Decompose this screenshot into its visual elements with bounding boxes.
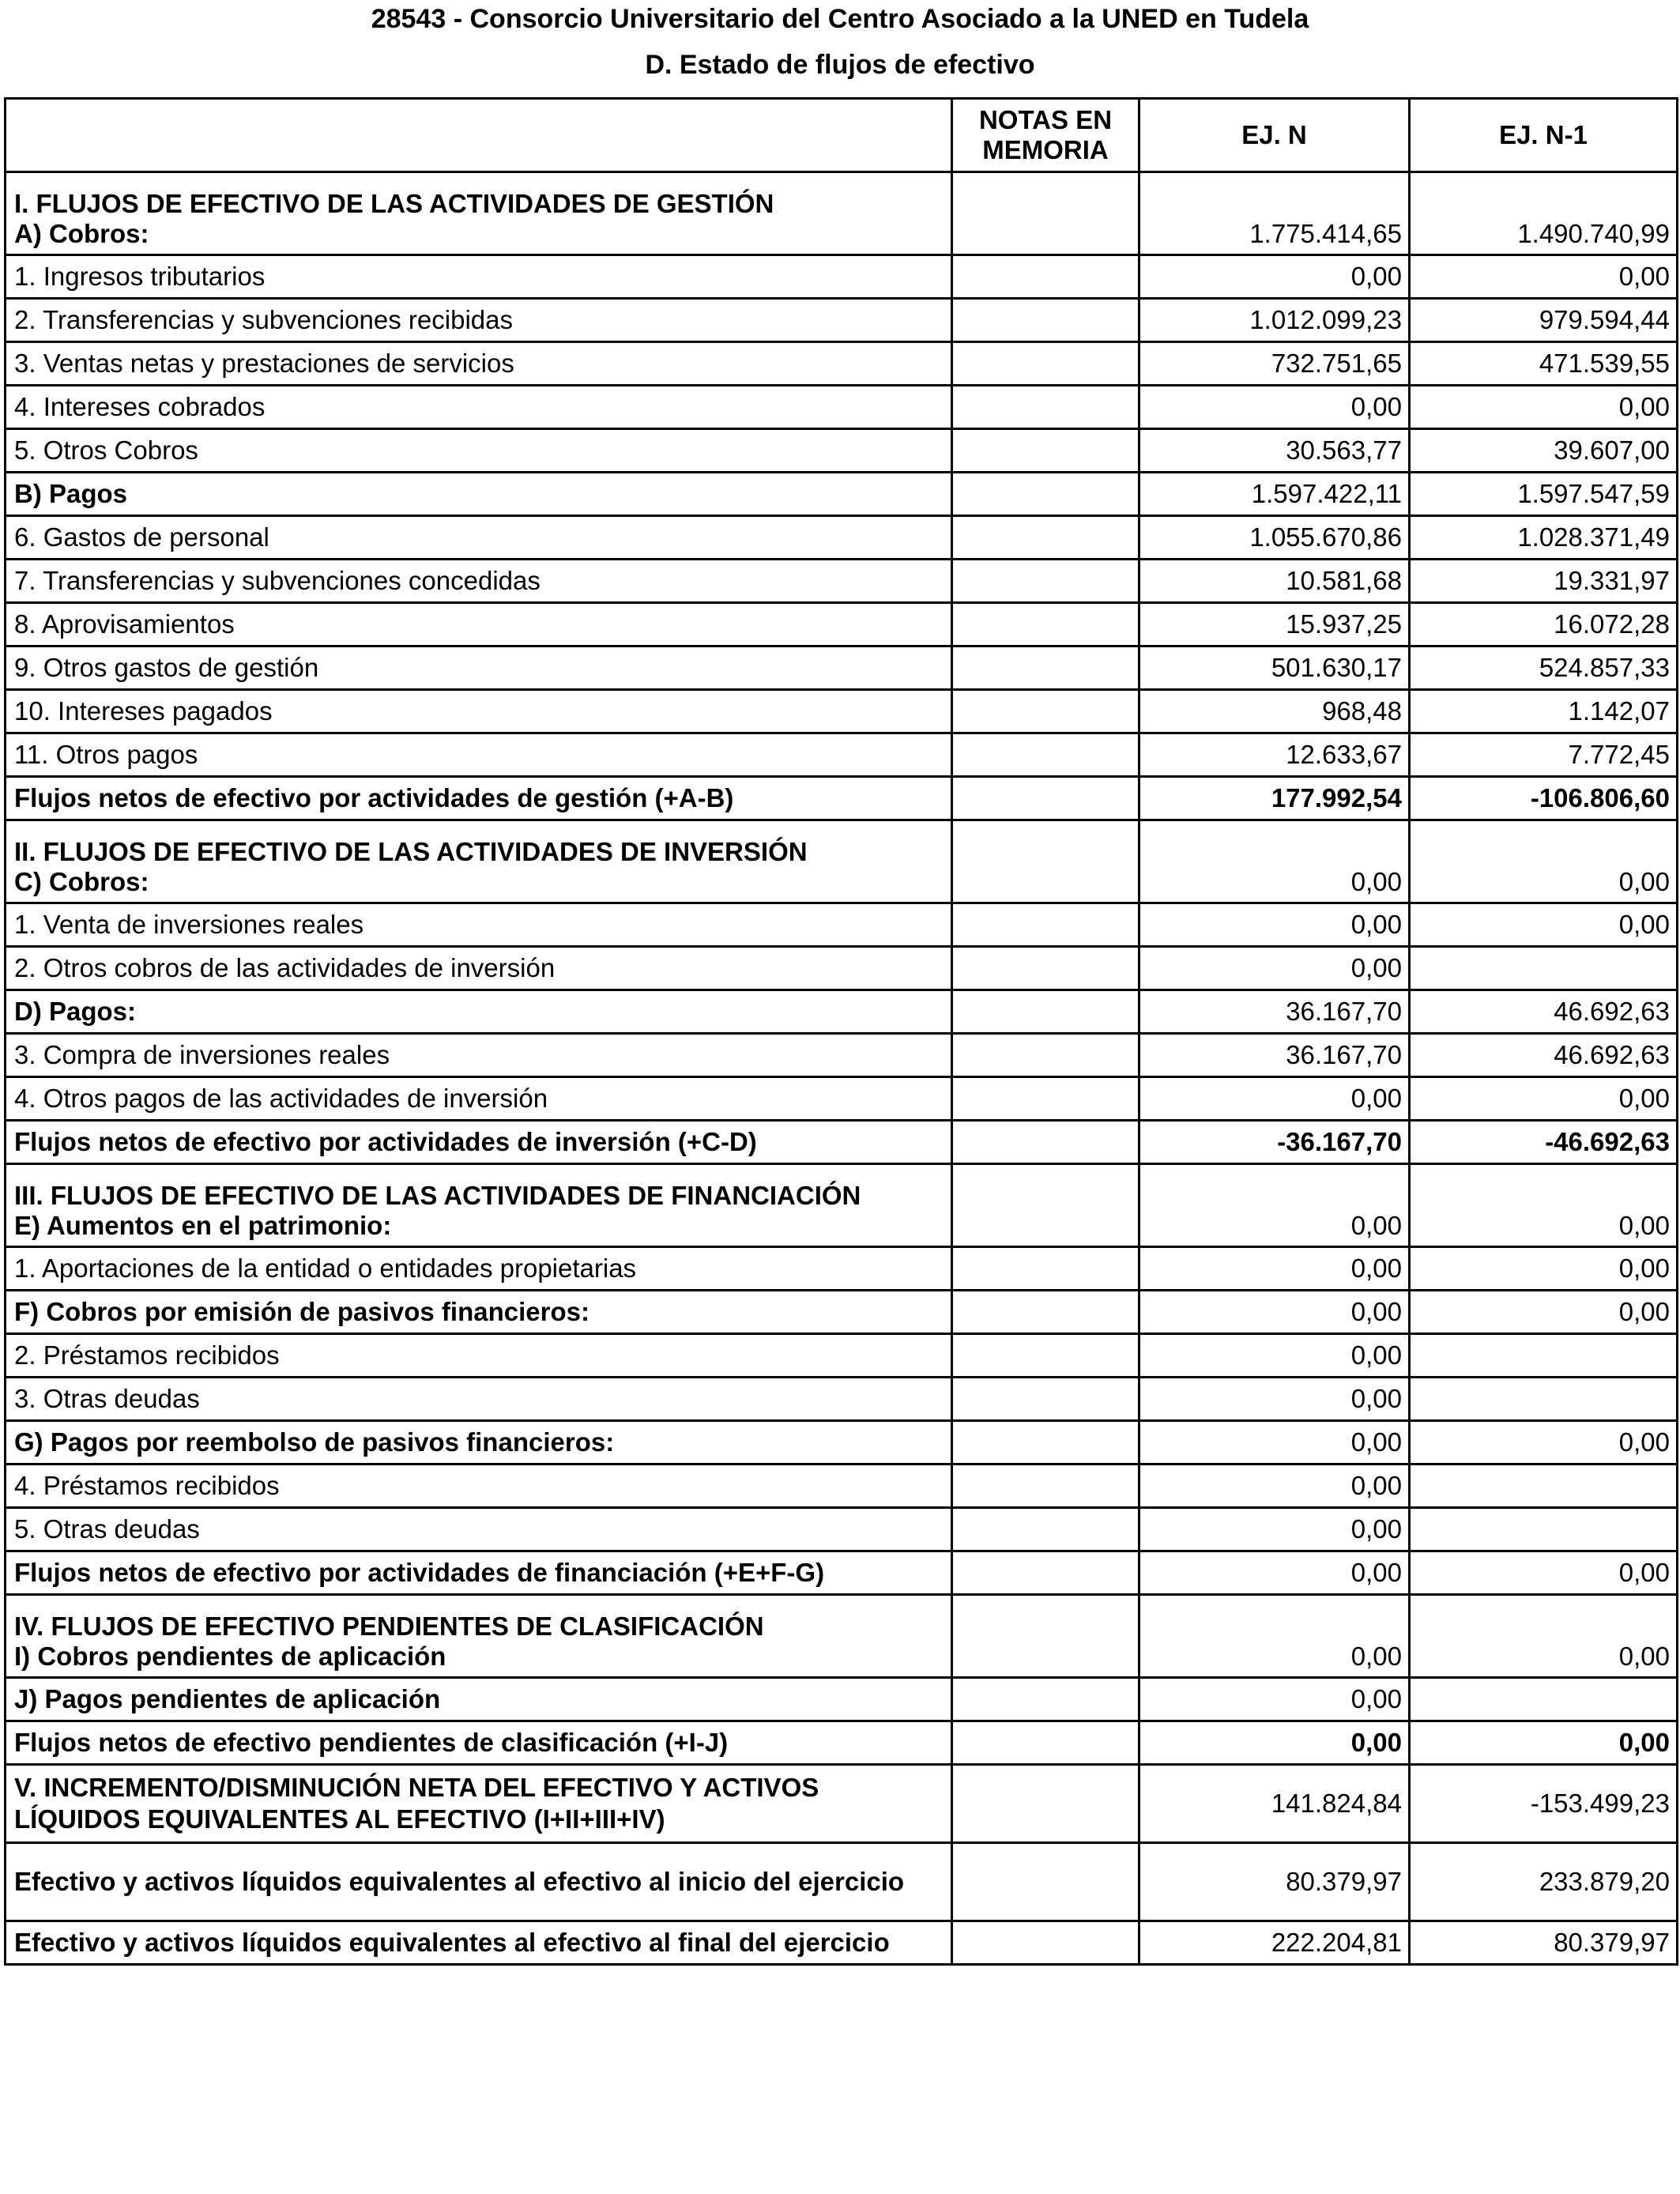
table-row [6,386,1678,429]
row-label-cell [6,172,952,255]
row-label: Efectivo y activos líquidos equivalentes al efectivo al inicio del ejercicio [14,1867,905,1896]
row-label: 9. Otros gastos de gestión [14,653,319,682]
current-year-value: 732.751,65 [1139,342,1410,386]
current-year-value: 141.824,84 [1139,1765,1410,1843]
previous-year-value: 233.879,20 [1410,1843,1678,1921]
current-year-value: 1.055.670,86 [1139,516,1410,560]
row-label: 5. Otras deudas [14,1514,200,1544]
row-label-cell [6,1247,952,1291]
table-row [6,299,1678,342]
notes-cell [952,1921,1139,1965]
previous-year-value [1410,1678,1678,1721]
notes-cell [952,1164,1139,1247]
current-year-value: 0,00 [1139,1334,1410,1378]
row-label: E) Aumentos en el patrimonio: [14,1211,392,1240]
row-label-cell [6,255,952,299]
notes-cell [952,172,1139,255]
row-label: D) Pagos: [14,997,137,1026]
previous-year-value: 0,00 [1410,1421,1678,1465]
row-label-cell [6,947,952,990]
row-label: 1. Aportaciones de la entidad o entidades propietarias [14,1253,637,1283]
previous-year-value: 80.379,97 [1410,1921,1678,1965]
row-label-cell [6,386,952,429]
table-row [6,1595,1678,1678]
current-year-value: 0,00 [1139,386,1410,429]
table-row [6,820,1678,903]
notes-cell [952,255,1139,299]
current-year-value: 222.204,81 [1139,1921,1410,1965]
row-label-cell [6,690,952,733]
row-label: 7. Transferencias y subvenciones concedidas [14,566,541,595]
current-year-value: 36.167,70 [1139,1034,1410,1077]
row-label: Flujos netos de efectivo por actividades de financiación (+E+F-G) [14,1558,825,1587]
previous-year-value: 0,00 [1410,903,1678,947]
current-year-value: 0,00 [1139,1077,1410,1121]
header-previous-year: EJ. N-1 [1410,99,1678,172]
table-row [6,990,1678,1034]
table-row [6,1421,1678,1465]
document-title: 28543 - Consorcio Universitario del Centro Asociado a la UNED en Tudela [371,4,1309,34]
row-label-cell [6,1077,952,1121]
section-heading: IV. FLUJOS DE EFECTIVO PENDIENTES DE CLASIFICACIÓN [14,1612,764,1641]
notes-cell [952,429,1139,473]
table-row [6,172,1678,255]
row-label-cell [6,1465,952,1508]
table-row [6,647,1678,690]
table-row [6,1721,1678,1765]
row-label: J) Pagos pendientes de aplicación [14,1684,441,1713]
row-label-cell [6,733,952,777]
row-label-cell [6,1378,952,1421]
row-label: C) Cobros: [14,867,149,896]
row-label-cell [6,1765,952,1843]
previous-year-value: 0,00 [1410,1551,1678,1595]
previous-year-value: 0,00 [1410,1077,1678,1121]
current-year-value: 0,00 [1139,255,1410,299]
notes-cell [952,1678,1139,1721]
previous-year-value: 979.594,44 [1410,299,1678,342]
row-label-cell [6,1721,952,1765]
row-label-cell [6,1508,952,1551]
row-label-cell [6,1291,952,1334]
header-current-year: EJ. N [1139,99,1410,172]
table-row [6,1678,1678,1721]
row-label: 3. Otras deudas [14,1384,200,1413]
row-label: 1. Ingresos tributarios [14,262,266,291]
current-year-value: 0,00 [1139,903,1410,947]
current-year-value: 1.012.099,23 [1139,299,1410,342]
table-row [6,1121,1678,1164]
row-label: Flujos netos de efectivo por actividades de inversión (+C-D) [14,1127,757,1156]
row-label-cell [6,1121,952,1164]
previous-year-value: 39.607,00 [1410,429,1678,473]
table-row [6,429,1678,473]
row-label: 4. Otros pagos de las actividades de inversión [14,1084,548,1113]
previous-year-value [1410,1508,1678,1551]
table-row [6,1334,1678,1378]
table-row [6,1921,1678,1965]
previous-year-value [1410,1465,1678,1508]
previous-year-value: -46.692,63 [1410,1121,1678,1164]
notes-cell [952,560,1139,603]
current-year-value: 0,00 [1139,1164,1410,1247]
current-year-value: 0,00 [1139,1721,1410,1765]
row-label: 2. Préstamos recibidos [14,1340,280,1370]
notes-cell [952,1721,1139,1765]
row-label: Flujos netos de efectivo pendientes de clasificación (+I-J) [14,1728,729,1757]
notes-cell [952,990,1139,1034]
row-label-cell [6,990,952,1034]
row-label-cell [6,516,952,560]
table-row [6,1291,1678,1334]
table-row [6,733,1678,777]
notes-cell [952,1077,1139,1121]
row-label: 10. Intereses pagados [14,696,273,726]
current-year-value: 0,00 [1139,1595,1410,1678]
row-label-cell [6,1678,952,1721]
current-year-value: -36.167,70 [1139,1121,1410,1164]
notes-cell [952,1595,1139,1678]
previous-year-value: 1.597.547,59 [1410,473,1678,516]
row-label: V. INCREMENTO/DISMINUCIÓN NETA DEL EFECTIVO Y ACTIVOS LÍQUIDOS EQUIVALENTES AL EFECTIVO (I+II+III+IV) [14,1773,819,1834]
notes-cell [952,1378,1139,1421]
current-year-value: 80.379,97 [1139,1843,1410,1921]
notes-cell [952,1765,1139,1843]
table-row [6,473,1678,516]
table-row [6,1465,1678,1508]
current-year-value: 0,00 [1139,820,1410,903]
current-year-value: 0,00 [1139,1247,1410,1291]
table-row [6,777,1678,820]
previous-year-value: 471.539,55 [1410,342,1678,386]
document-subtitle: D. Estado de flujos de efectivo [645,50,1035,80]
previous-year-value: 0,00 [1410,386,1678,429]
row-label: 6. Gastos de personal [14,522,269,552]
table-row [6,342,1678,386]
notes-cell [952,1334,1139,1378]
current-year-value: 0,00 [1139,1291,1410,1334]
table-row [6,603,1678,647]
notes-cell [952,647,1139,690]
table-row [6,1077,1678,1121]
row-label-cell [6,1551,952,1595]
notes-cell [952,777,1139,820]
notes-cell [952,299,1139,342]
notes-cell [952,1034,1139,1077]
row-label: Flujos netos de efectivo por actividades de gestión (+A-B) [14,783,734,812]
current-year-value: 0,00 [1139,1551,1410,1595]
notes-cell [952,1843,1139,1921]
row-label-cell [6,560,952,603]
row-label-cell [6,1034,952,1077]
row-label: 4. Préstamos recibidos [14,1471,280,1500]
row-label: 11. Otros pagos [14,740,198,769]
previous-year-value: 0,00 [1410,255,1678,299]
current-year-value: 0,00 [1139,1678,1410,1721]
notes-cell [952,473,1139,516]
row-label: 1. Venta de inversiones reales [14,910,364,939]
header-notes: NOTAS EN MEMORIA [952,99,1139,172]
current-year-value: 12.633,67 [1139,733,1410,777]
table-row [6,1843,1678,1921]
row-label: B) Pagos [14,479,128,508]
previous-year-value [1410,947,1678,990]
previous-year-value: 46.692,63 [1410,990,1678,1034]
row-label-cell [6,820,952,903]
current-year-value: 1.597.422,11 [1139,473,1410,516]
notes-cell [952,603,1139,647]
row-label: 3. Compra de inversiones reales [14,1040,390,1069]
notes-cell [952,1421,1139,1465]
section-heading: I. FLUJOS DE EFECTIVO DE LAS ACTIVIDADES DE GESTIÓN [14,189,774,218]
notes-cell [952,690,1139,733]
notes-cell [952,1247,1139,1291]
current-year-value: 501.630,17 [1139,647,1410,690]
table-header-row [6,99,1678,172]
table-row [6,560,1678,603]
notes-cell [952,947,1139,990]
table-row [6,1034,1678,1077]
row-label: 3. Ventas netas y prestaciones de servicios [14,349,514,378]
section-heading: II. FLUJOS DE EFECTIVO DE LAS ACTIVIDADES DE INVERSIÓN [14,837,808,866]
row-label: 4. Intereses cobrados [14,392,266,421]
row-label-cell [6,777,952,820]
row-label: 8. Aprovisamientos [14,609,235,639]
row-label-cell [6,1334,952,1378]
notes-cell [952,1121,1139,1164]
previous-year-value: 0,00 [1410,1164,1678,1247]
previous-year-value [1410,1378,1678,1421]
current-year-value: 0,00 [1139,1421,1410,1465]
row-label: 2. Transferencias y subvenciones recibidas [14,305,513,334]
table-row [6,1164,1678,1247]
header-concept [6,99,952,172]
notes-cell [952,516,1139,560]
previous-year-value: 0,00 [1410,1595,1678,1678]
notes-cell [952,1465,1139,1508]
previous-year-value: 1.028.371,49 [1410,516,1678,560]
table-row [6,690,1678,733]
notes-cell [952,1508,1139,1551]
current-year-value: 177.992,54 [1139,777,1410,820]
notes-cell [952,1291,1139,1334]
row-label-cell [6,429,952,473]
row-label: 2. Otros cobros de las actividades de inversión [14,953,556,982]
row-label-cell [6,647,952,690]
row-label: Efectivo y activos líquidos equivalentes al efectivo al final del ejercicio [14,1928,890,1957]
previous-year-value: 46.692,63 [1410,1034,1678,1077]
table-row [6,516,1678,560]
cash-flow-table [4,97,1678,1966]
row-label: G) Pagos por reembolso de pasivos financieros: [14,1427,615,1457]
table-row [6,903,1678,947]
row-label: A) Cobros: [14,219,149,248]
row-label-cell [6,1921,952,1965]
table-row [6,1551,1678,1595]
table-row [6,1247,1678,1291]
previous-year-value: -153.499,23 [1410,1765,1678,1843]
row-label-cell [6,473,952,516]
table-row [6,1765,1678,1843]
current-year-value: 10.581,68 [1139,560,1410,603]
table-row [6,947,1678,990]
previous-year-value [1410,1334,1678,1378]
current-year-value: 0,00 [1139,1465,1410,1508]
notes-cell [952,342,1139,386]
current-year-value: 0,00 [1139,1378,1410,1421]
previous-year-value: 1.142,07 [1410,690,1678,733]
previous-year-value: 0,00 [1410,820,1678,903]
current-year-value: 36.167,70 [1139,990,1410,1034]
notes-cell [952,903,1139,947]
previous-year-value: 19.331,97 [1410,560,1678,603]
previous-year-value: 524.857,33 [1410,647,1678,690]
row-label-cell [6,1421,952,1465]
row-label-cell [6,1843,952,1921]
current-year-value: 968,48 [1139,690,1410,733]
current-year-value: 0,00 [1139,1508,1410,1551]
previous-year-value: 1.490.740,99 [1410,172,1678,255]
previous-year-value: -106.806,60 [1410,777,1678,820]
previous-year-value: 0,00 [1410,1721,1678,1765]
current-year-value: 0,00 [1139,947,1410,990]
notes-cell [952,733,1139,777]
row-label-cell [6,1595,952,1678]
current-year-value: 30.563,77 [1139,429,1410,473]
table-row [6,255,1678,299]
notes-cell [952,1551,1139,1595]
previous-year-value: 16.072,28 [1410,603,1678,647]
row-label: 5. Otros Cobros [14,435,198,465]
previous-year-value: 7.772,45 [1410,733,1678,777]
row-label-cell [6,299,952,342]
notes-cell [952,820,1139,903]
table-row [6,1508,1678,1551]
row-label-cell [6,603,952,647]
current-year-value: 15.937,25 [1139,603,1410,647]
notes-cell [952,386,1139,429]
current-year-value: 1.775.414,65 [1139,172,1410,255]
previous-year-value: 0,00 [1410,1247,1678,1291]
previous-year-value: 0,00 [1410,1291,1678,1334]
table-row [6,1378,1678,1421]
row-label: I) Cobros pendientes de aplicación [14,1642,446,1671]
section-heading: III. FLUJOS DE EFECTIVO DE LAS ACTIVIDADES DE FINANCIACIÓN [14,1181,861,1210]
row-label-cell [6,342,952,386]
row-label-cell [6,903,952,947]
row-label-cell [6,1164,952,1247]
row-label: F) Cobros por emisión de pasivos financieros: [14,1297,590,1326]
